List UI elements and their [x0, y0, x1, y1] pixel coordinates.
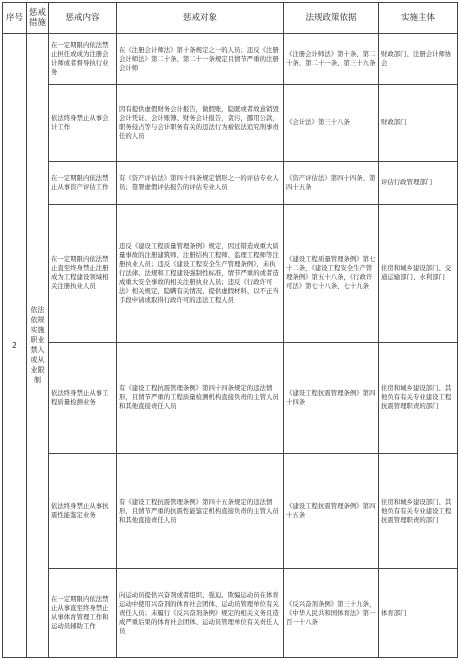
- content-cell: 依法终身禁止从事抗震性能鉴定业务: [49, 454, 117, 569]
- header-body: 实施主体: [379, 3, 458, 34]
- table-row: [3, 204, 458, 342]
- law-cell: 《建设工程质量管理条例》第七十二条，《建设工程安全生产管理条例》第五十八条，《行政许可法》第七十八条、七十九条: [284, 204, 379, 342]
- category-cell: 依法依规实施职业禁入或从业限制: [27, 33, 49, 657]
- content-cell: 依法终身禁止从事会计工作: [49, 85, 117, 161]
- header-content: 惩戒内容: [49, 3, 117, 34]
- table-row: [3, 569, 458, 658]
- law-cell: 《注册会计师法》第十条、第二十条、第二十一条、第三十九条: [284, 33, 379, 84]
- table-row: [3, 454, 458, 569]
- object-cell: 有《资产评估法》第四十四条规定情形之一的评估专业人员；签署虚假评估报告的评估专业人员: [117, 161, 284, 204]
- content-cell: 在一定期限内依法禁止直至终身禁止注册成为工程建设领域相关注册执业人员: [49, 204, 117, 342]
- header-row: [3, 3, 458, 34]
- body-cell: 住房和城乡建设部门、其他负有有关专业建设工程抗震管理职责的部门: [379, 342, 458, 453]
- table-row: [3, 33, 458, 84]
- header-no: 序号: [3, 3, 27, 34]
- header-measure: 惩戒措施: [27, 3, 49, 34]
- table-row: [3, 161, 458, 204]
- table-row: [3, 342, 458, 453]
- penalty-table: [2, 2, 458, 658]
- law-cell: 《会计法》第三十八条: [284, 85, 379, 161]
- law-cell: 《建设工程抗震管理条例》第四十五条: [284, 454, 379, 569]
- body-cell: 住房和城乡建设部门、交通运输部门、水利部门: [379, 204, 458, 342]
- object-cell: 违反《建设工程质量管理条例》规定，因过错造成重大质量事故的注册建筑师、注册结构工程师、监理工程师等注册执业人员；违反《建设工程安全生产管理条例》，未执行法律、法规和工程建设强制性标准，情节严重的或者造成重大安全事故的相关注册执业人员；违反《行政许可法》相关规定，隐瞒有关情况、提供虚假材料、以不正当手段申请或取得行政许可的违法工程人员: [117, 204, 284, 342]
- law-cell: 《反兴奋剂条例》第三十九条，《中华人民共和国体育法》第一百一十八条: [284, 569, 379, 658]
- table-row: [3, 85, 458, 161]
- content-cell: 依法终身禁止从事工程质量检测业务: [49, 342, 117, 453]
- body-cell: 财政部门、注册会计师协会: [379, 33, 458, 84]
- object-cell: 在《注册会计师法》第十条规定之一的人员；违反《注册会计师法》第二十条、第二十一条规定且情节严重的注册会计师: [117, 33, 284, 84]
- law-cell: 《建设工程抗震管理条例》第四十四条: [284, 342, 379, 453]
- header-object: 惩戒对象: [117, 3, 284, 34]
- content-cell: 在一定期限内依法禁止从事资产评估工作: [49, 161, 117, 204]
- body-cell: 财政部门: [379, 85, 458, 161]
- content-cell: 在一定期限内依法禁止担任或成为注册会计师或者督导执行业务: [49, 33, 117, 84]
- object-cell: 向运动员提供兴奋剂或者组织、强迫、欺骗运动员在体育运动中使用兴奋剂的体育社会团体、运动员管理单位有关责任人员；未履行《反兴奋剂条例》规定的相关义务且造成严重后果的体育社会团体、运动员管理单位有关责任人员: [117, 569, 284, 658]
- object-cell: 有《建设工程抗震管理条例》第四十五条规定的违法情形，且情节严重的抗震性能鉴定机构直接负责的主管人员和其他直接责任人员: [117, 454, 284, 569]
- body-cell: 评估行政管理部门: [379, 161, 458, 204]
- object-cell: 有《建设工程抗震管理条例》第四十四条规定的违法情形，且情节严重的工程质量检测机构直接负责的主管人员和其他直接责任人员: [117, 342, 284, 453]
- law-cell: 《资产评估法》第四十四条、第四十五条: [284, 161, 379, 204]
- header-law: 法规政策依据: [284, 3, 379, 34]
- seq-cell: 2: [3, 33, 27, 657]
- body-cell: 体育部门: [379, 569, 458, 658]
- content-cell: 在一定期限内依法禁止从事直至终身禁止从事体育管理工作和运动员辅助工作: [49, 569, 117, 658]
- object-cell: 因有提供虚假财务会计报告，做假账，隐匿或者故意销毁会计凭证、会计账簿、财务会计报告，贪污，挪用公款，职务侵占等与会计职务有关的违法行为被依法追究刑事责任的人员: [117, 85, 284, 161]
- body-cell: 住房和城乡建设部门、其他负有有关专业建设工程抗震管理职责的部门: [379, 454, 458, 569]
